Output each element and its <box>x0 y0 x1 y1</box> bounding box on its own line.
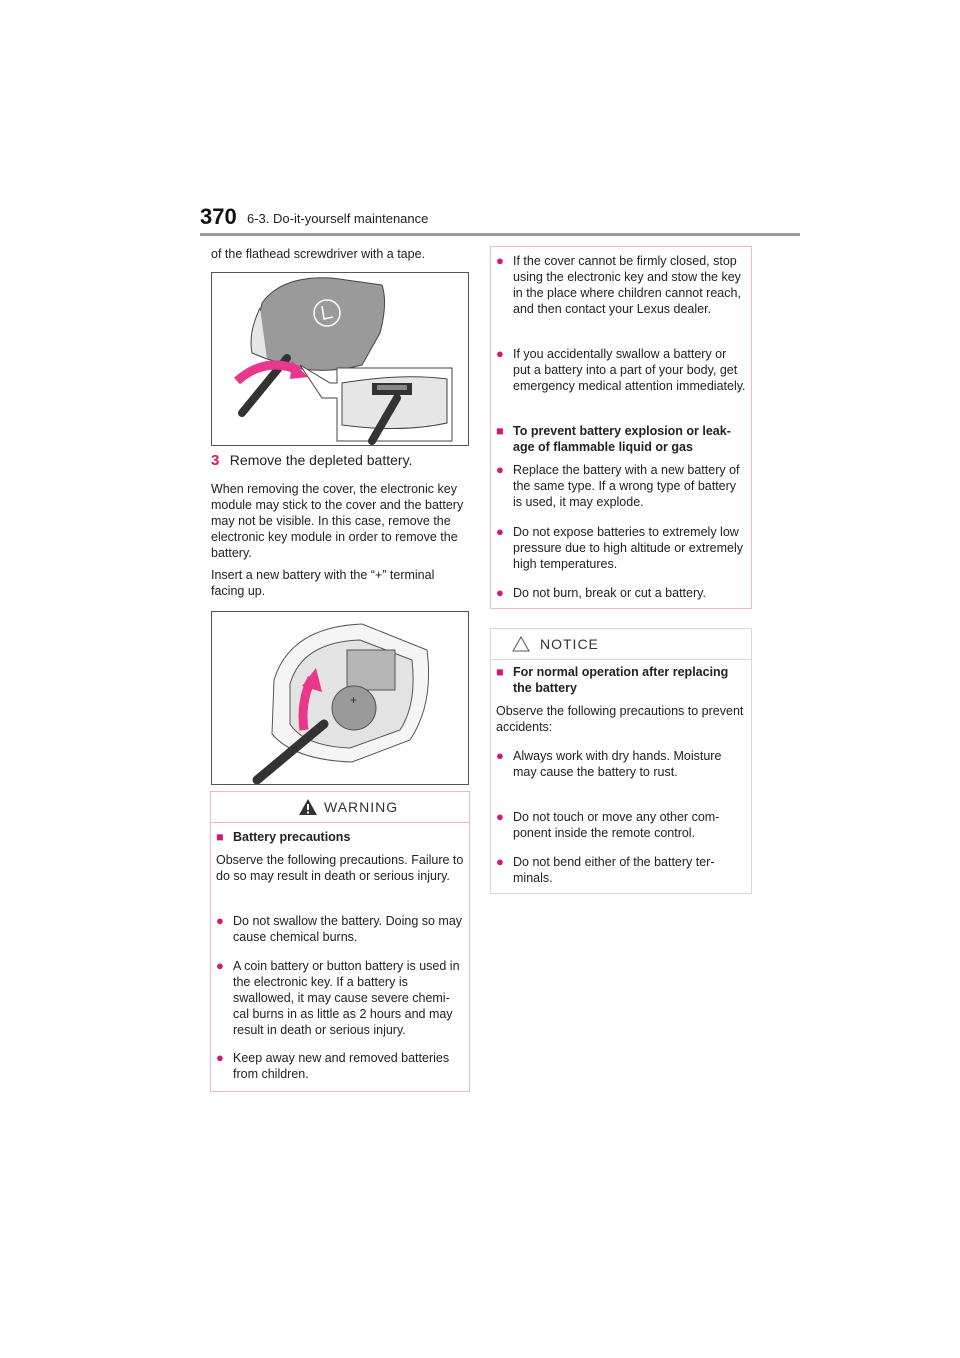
warning-continued-heading <box>496 423 746 455</box>
notice-bullet <box>496 748 746 780</box>
intro-line: of the flathead screwdriver with a tape. <box>211 247 426 261</box>
warning-heading-text: Battery precautions <box>233 830 351 844</box>
bullet-text: Do not expose batteries to extremely low pressure due to high altitude or extremely high temperatures. <box>513 525 743 571</box>
warning-header <box>211 792 469 823</box>
figure-remove-cover <box>211 272 469 446</box>
bullet-text: A coin battery or button battery is used in the electronic key. If a battery is swallowed, it may cause severe chemi-cal burns in as little as 2 hours and may result in death or serious injury. <box>233 959 460 1037</box>
bullet-text: Always work with dry hands. Moisture may cause the battery to rust. <box>513 749 722 779</box>
warning-icon <box>299 799 317 815</box>
warning-bullet <box>216 913 464 945</box>
bullet-text: Do not touch or move any other com-ponent inside the remote control. <box>513 810 720 840</box>
notice-header <box>491 629 751 660</box>
bullet-icon: ● <box>496 585 504 600</box>
figure-insert-battery <box>211 611 469 785</box>
bullet-icon: ● <box>496 462 504 477</box>
warning-bullet <box>216 1050 464 1082</box>
battery-illustration <box>212 612 468 784</box>
svg-text:+: + <box>350 693 358 707</box>
step-3 <box>211 452 469 474</box>
warning-bullet <box>216 958 464 1038</box>
square-icon: ■ <box>216 830 224 844</box>
bullet-text: If the cover cannot be firmly closed, stop using the electronic key and stow the key in the place where children cannot reach, and then contact your Lexus dealer. <box>513 254 741 316</box>
warning-continued-heading-text: To prevent battery explosion or leak-age of flammable liquid or gas <box>513 424 731 454</box>
notice-box <box>490 628 752 894</box>
bullet-icon: ● <box>496 854 504 869</box>
notice-bullet <box>496 854 746 886</box>
removal-paragraph: When removing the cover, the electronic key module may stick to the cover and the battery may not be visible. In this case, remove the electronic key module in order to remove the battery. <box>211 482 464 560</box>
bullet-icon: ● <box>216 958 224 973</box>
notice-heading <box>496 664 746 696</box>
insert-paragraph: Insert a new battery with the “+” terminal facing up. <box>211 568 435 598</box>
warning-bullet <box>496 346 746 394</box>
page-number: 370 <box>200 204 237 229</box>
notice-bullet <box>496 809 746 841</box>
bullet-icon: ● <box>496 748 504 763</box>
header-rule <box>200 233 800 236</box>
warning-box <box>210 791 470 1092</box>
notice-title: NOTICE <box>540 636 599 652</box>
notice-heading-text: For normal operation after replacing the battery <box>513 665 729 695</box>
warning-bullet <box>496 253 746 317</box>
warning-continued-box <box>490 246 752 609</box>
notice-icon <box>512 636 530 652</box>
warning-bullet <box>496 585 746 601</box>
bullet-text: If you accidentally swallow a battery or put a battery into a part of your body, get emergency medical attention immediately. <box>513 347 746 393</box>
notice-intro: Observe the following precautions to prevent accidents: <box>496 704 744 734</box>
key-cover-illustration <box>212 273 468 445</box>
bullet-text: Keep away new and removed batteries from children. <box>233 1051 450 1081</box>
bullet-icon: ● <box>496 346 504 361</box>
bullet-icon: ● <box>216 1050 224 1065</box>
bullet-text: Replace the battery with a new battery of the same type. If a wrong type of battery is used, it may explode. <box>513 463 740 509</box>
square-icon: ■ <box>496 424 504 438</box>
bullet-text: Do not burn, break or cut a battery. <box>513 586 706 600</box>
bullet-icon: ● <box>496 524 504 539</box>
section-title: 6-3. Do-it-yourself maintenance <box>247 211 429 226</box>
bullet-text: Do not swallow the battery. Doing so may cause chemical burns. <box>233 914 463 944</box>
step-number: 3 <box>211 452 220 469</box>
square-icon: ■ <box>496 665 504 679</box>
bullet-icon: ● <box>496 253 504 268</box>
bullet-text: Do not bend either of the battery ter-minals. <box>513 855 715 885</box>
warning-title: WARNING <box>324 799 399 815</box>
step-text: Remove the depleted battery. <box>229 452 413 468</box>
warning-heading <box>216 829 464 845</box>
bullet-icon: ● <box>216 913 224 928</box>
warning-bullet <box>496 524 746 572</box>
bullet-icon: ● <box>496 809 504 824</box>
warning-intro: Observe the following precautions. Failure to do so may result in death or serious injury. <box>216 853 464 883</box>
warning-bullet <box>496 462 746 510</box>
